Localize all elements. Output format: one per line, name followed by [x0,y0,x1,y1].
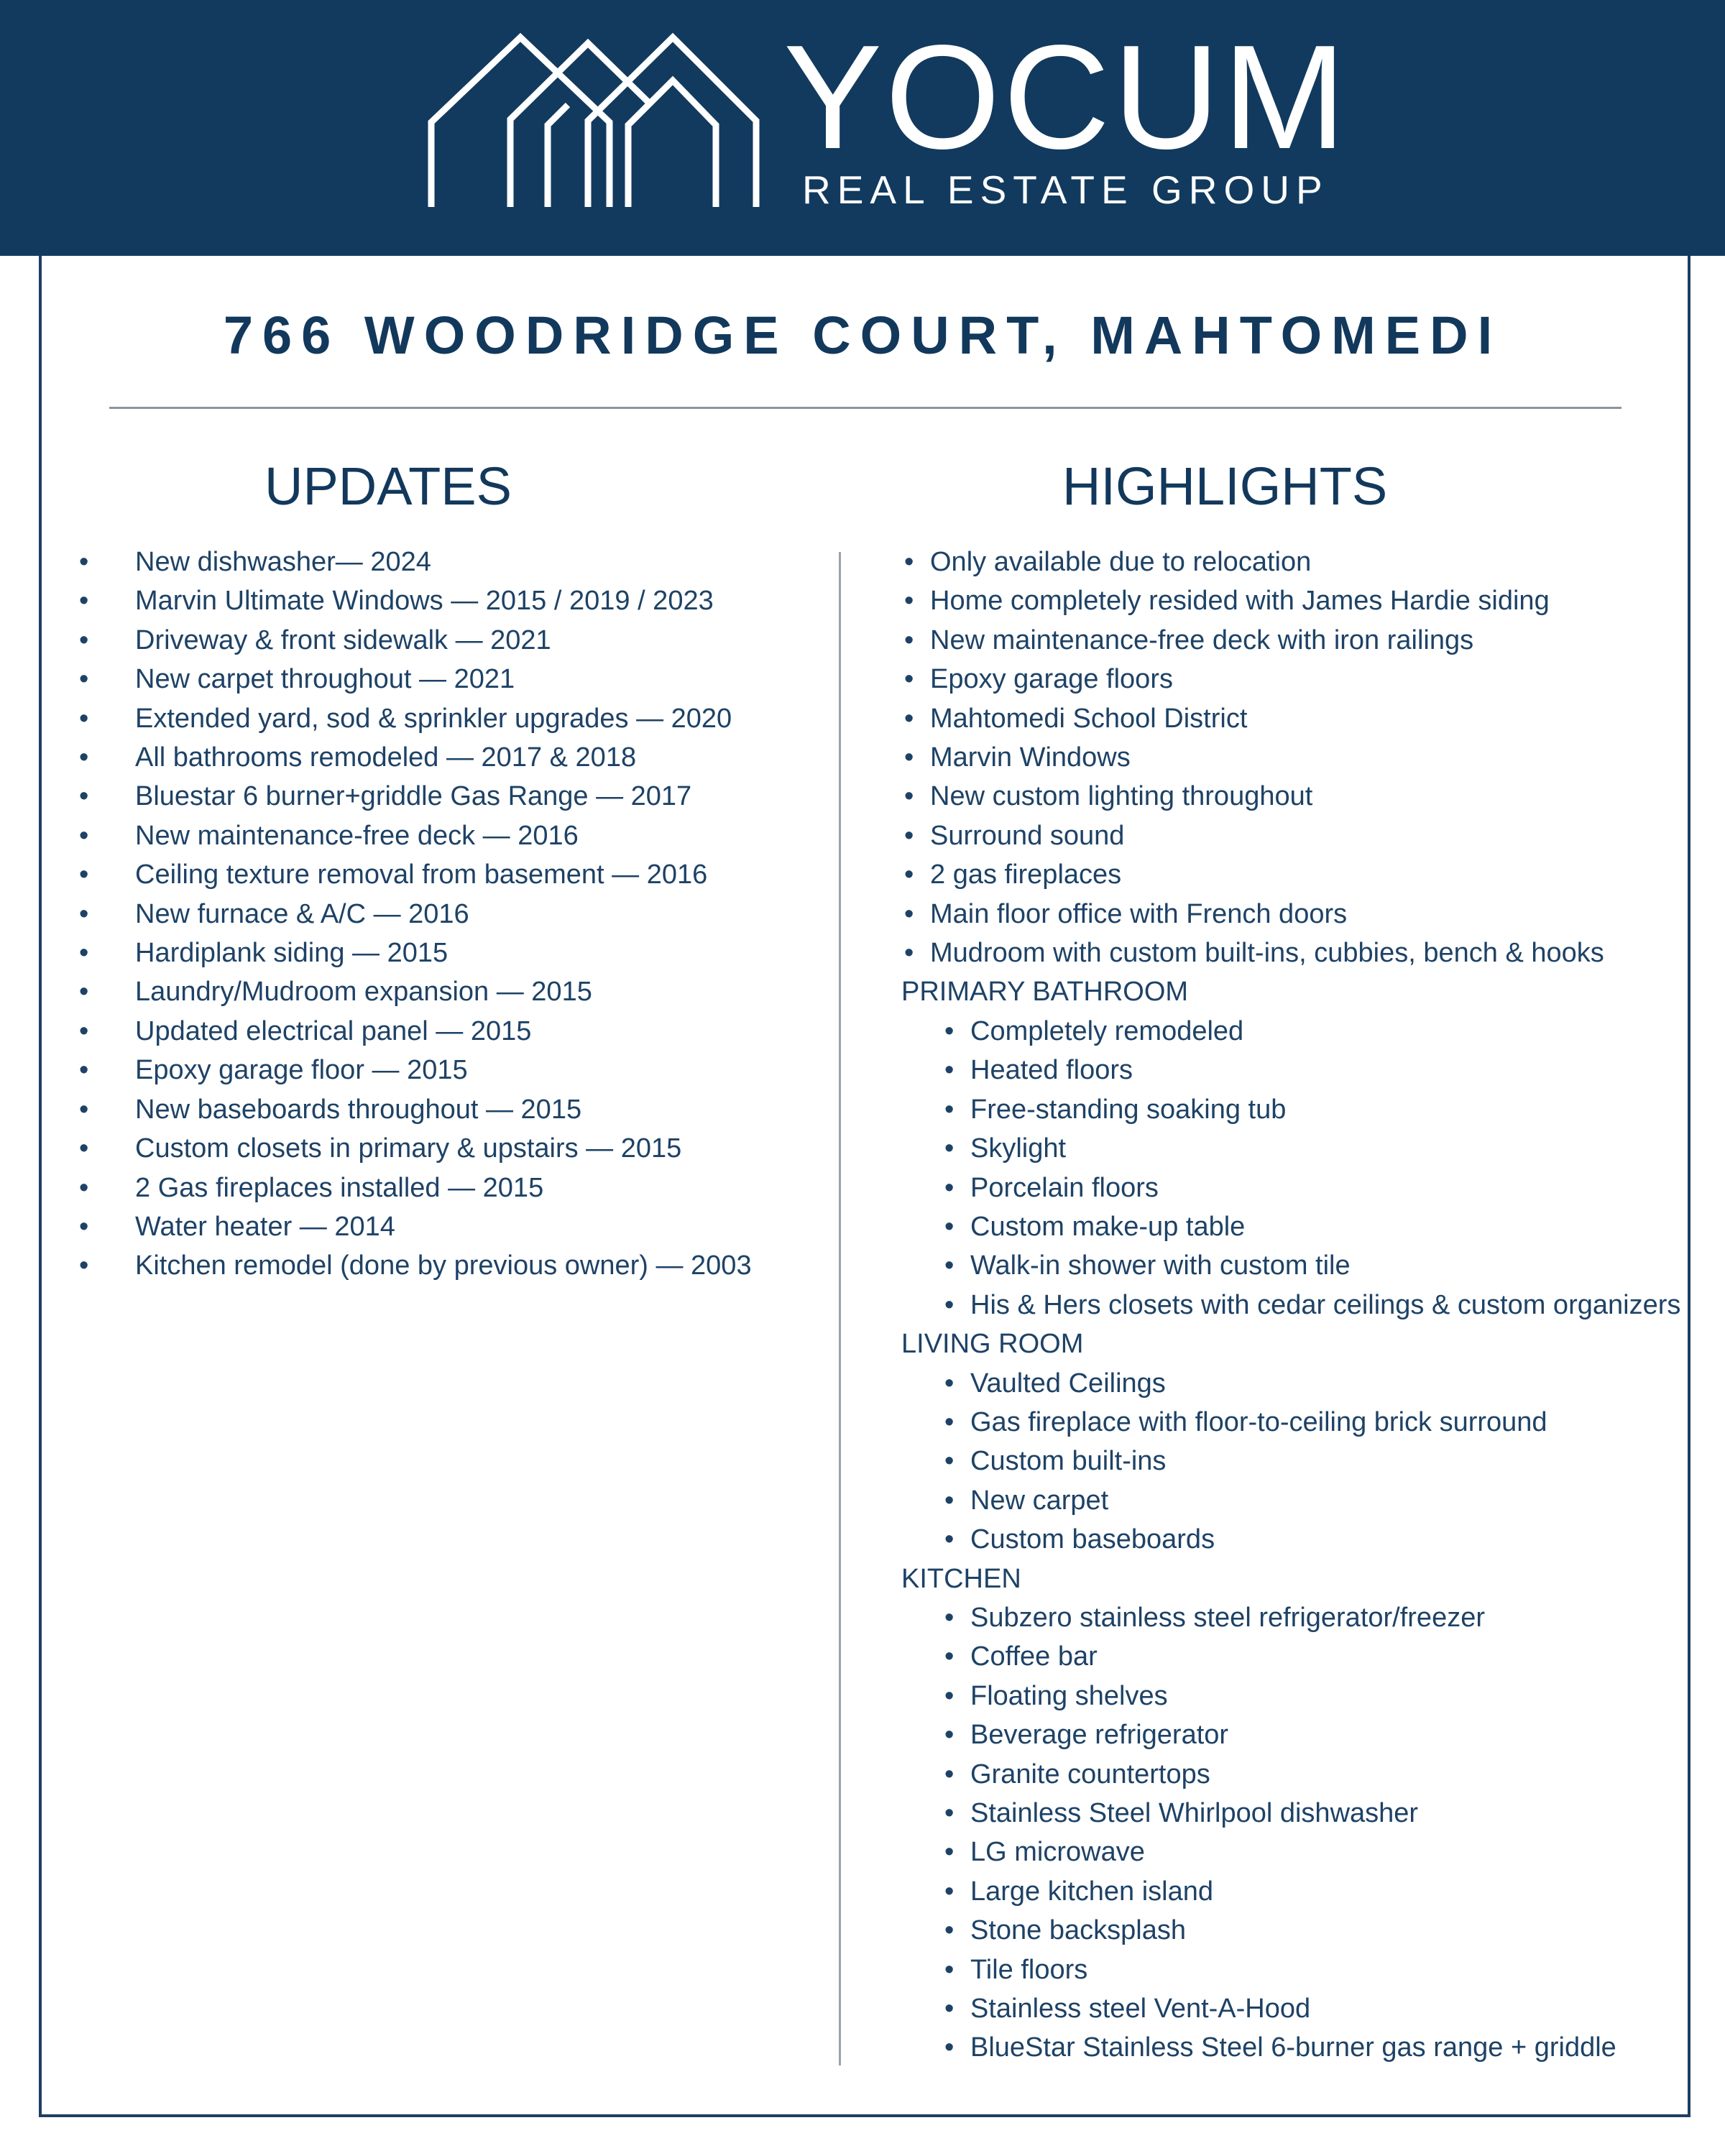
column-divider [839,552,841,2065]
kitchen-item: • Subzero stainless steel refrigerator/freezer [901,1598,1699,1637]
update-item: • Ceiling texture removal from basement — 2016 [79,855,819,894]
kitchen-item: • Stainless steel Vent-A-Hood [901,1989,1699,2028]
highlight-item: • Main floor office with French doors [901,895,1699,934]
kitchen-item: • Stone backsplash [901,1911,1699,1950]
highlight-item: • Mudroom with custom built-ins, cubbies, bench & hooks [901,934,1699,972]
highlight-item: • Home completely resided with James Hardie siding [901,581,1699,620]
primary-bathroom-item: • Porcelain floors [901,1169,1699,1207]
update-item: • Hardiplank siding — 2015 [79,934,819,972]
kitchen-item: • Beverage refrigerator [901,1715,1699,1754]
highlight-item: • New maintenance-free deck with iron railings [901,621,1699,660]
highlight-item: • Only available due to relocation [901,543,1699,581]
update-item: • Driveway & front sidewalk — 2021 [79,621,819,660]
primary-bathroom-item: • His & Hers closets with cedar ceilings & custom organizers [901,1286,1699,1325]
kitchen-item: • Coffee bar [901,1637,1699,1676]
brand-subtitle: REAL ESTATE GROUP [802,167,1329,212]
primary-bathroom-item: • Heated floors [901,1051,1699,1089]
update-item: • Kitchen remodel (done by previous owner) — 2003 [79,1246,819,1285]
update-item: • Marvin Ultimate Windows — 2015 / 2019 / 2023 [79,581,819,620]
update-item: • Updated electrical panel — 2015 [79,1012,819,1051]
update-item: • New dishwasher— 2024 [79,543,819,581]
primary-bathroom-item: • Free-standing soaking tub [901,1090,1699,1129]
primary-bathroom-item: • Custom make-up table [901,1207,1699,1246]
update-item: • Laundry/Mudroom expansion — 2015 [79,972,819,1011]
highlight-item: • Marvin Windows [901,738,1699,777]
primary-bathroom-item: • Completely remodeled [901,1012,1699,1051]
section-label-living-room: LIVING ROOM [901,1329,1084,1360]
updates-list [79,543,819,1286]
update-item: • New carpet throughout — 2021 [79,660,819,699]
update-item: • Bluestar 6 burner+griddle Gas Range — 2017 [79,777,819,816]
primary-bathroom-item: • Walk-in shower with custom tile [901,1246,1699,1285]
highlight-item: • Mahtomedi School District [901,699,1699,738]
living-room-item: • Custom baseboards [901,1520,1699,1559]
update-item: • Extended yard, sod & sprinkler upgrades — 2020 [79,699,819,738]
highlights-list [901,543,1699,2068]
kitchen-item: • Stainless Steel Whirlpool dishwasher [901,1794,1699,1833]
section-label-kitchen: KITCHEN [901,1563,1021,1594]
brand-header [0,0,1725,256]
update-item: • New baseboards throughout — 2015 [79,1090,819,1129]
living-room-item: • Gas fireplace with floor-to-ceiling brick surround [901,1403,1699,1442]
highlight-item: • Epoxy garage floors [901,660,1699,699]
update-item: • New furnace & A/C — 2016 [79,895,819,934]
kitchen-item: • Large kitchen island [901,1872,1699,1911]
section-label-primary-bathroom: PRIMARY BATHROOM [901,977,1189,1008]
update-item: • Water heater — 2014 [79,1207,819,1246]
highlights-heading: HIGHLIGHTS [1062,456,1388,516]
living-room-item: • Vaulted Ceilings [901,1364,1699,1403]
kitchen-item: • Granite countertops [901,1755,1699,1794]
updates-heading: UPDATES [264,456,512,516]
highlight-item: • Surround sound [901,816,1699,855]
primary-bathroom-item: • Skylight [901,1129,1699,1168]
kitchen-item: • Tile floors [901,1950,1699,1989]
update-item: • 2 Gas fireplaces installed — 2015 [79,1169,819,1207]
living-room-item: • New carpet [901,1481,1699,1520]
update-item: • All bathrooms remodeled — 2017 & 2018 [79,738,819,777]
property-address-title: 766 WOODRIDGE COURT, MAHTOMEDI [223,305,1502,365]
houses-outline-icon [426,32,762,207]
brand-name: YOCUM [783,14,1349,180]
highlight-item: • New custom lighting throughout [901,777,1699,816]
title-divider [109,407,1622,409]
kitchen-item: • BlueStar Stainless Steel 6-burner gas range + griddle [901,2028,1699,2067]
kitchen-item: • Floating shelves [901,1677,1699,1715]
living-room-item: • Custom built-ins [901,1442,1699,1480]
highlight-item: • 2 gas fireplaces [901,855,1699,894]
update-item: • Custom closets in primary & upstairs — 2015 [79,1129,819,1168]
kitchen-item: • LG microwave [901,1833,1699,1871]
update-item: • New maintenance-free deck — 2016 [79,816,819,855]
update-item: • Epoxy garage floor — 2015 [79,1051,819,1089]
